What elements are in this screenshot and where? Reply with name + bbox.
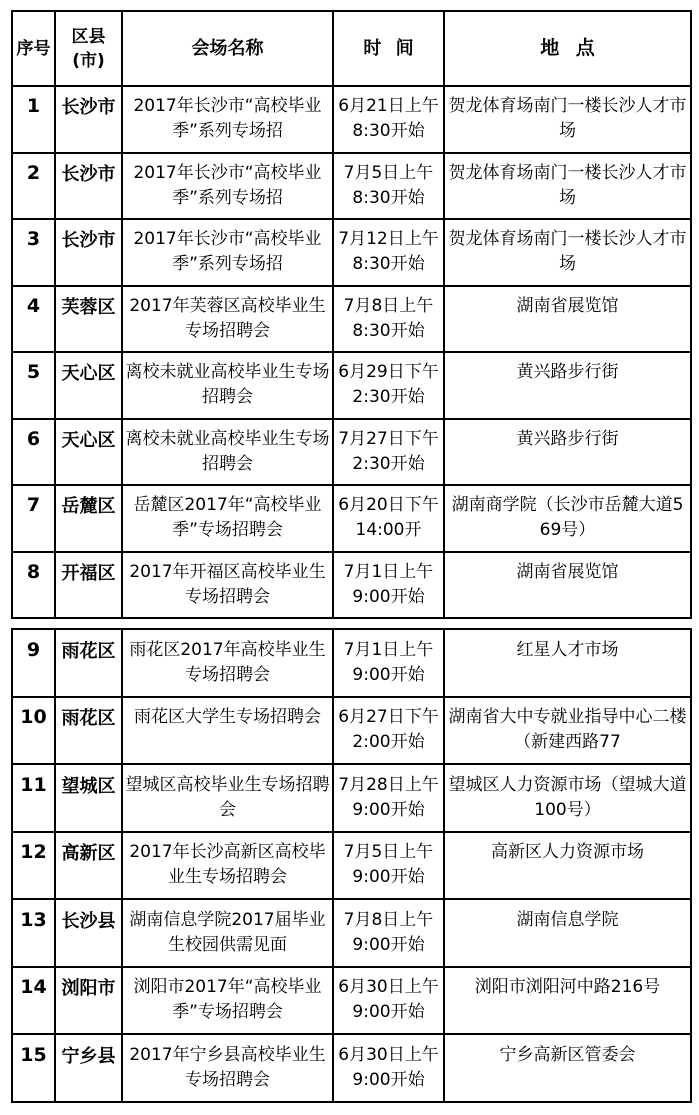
row-district <box>55 286 122 353</box>
row-name <box>122 352 333 419</box>
row-place-text: 湖南省展览馆 <box>516 295 619 316</box>
row-district <box>55 832 122 900</box>
row-district-text: 长沙市 <box>61 230 116 252</box>
row-num <box>12 286 55 353</box>
row-num <box>12 485 55 552</box>
row-district-text: 长沙市 <box>61 97 116 119</box>
table-row <box>12 899 691 967</box>
row-num-text: 11 <box>20 773 47 796</box>
row-name-text: 雨花区2017年高校毕业生专场招聘会 <box>129 639 326 685</box>
row-time <box>333 219 444 286</box>
row-name-text: 雨花区大学生专场招聘会 <box>134 707 321 728</box>
row-place <box>444 899 691 967</box>
table-row <box>12 86 691 153</box>
table-row <box>12 485 691 552</box>
table-row <box>12 219 691 286</box>
row-name-text: 望城区高校毕业生专场招聘会 <box>125 774 330 820</box>
table-row <box>12 764 691 832</box>
row-district-text: 天心区 <box>61 363 116 385</box>
row-district <box>55 899 122 967</box>
row-num <box>12 832 55 900</box>
row-num <box>12 764 55 832</box>
header-time: 时 间 <box>333 11 444 86</box>
row-num-text: 9 <box>26 638 41 661</box>
row-num-text: 1 <box>26 95 41 118</box>
row-place <box>444 552 691 619</box>
row-place <box>444 832 691 900</box>
row-time-text: 6月30日上午9:00开始 <box>338 1044 439 1090</box>
row-place-text: 贺龙体育场南门一楼长沙人才市场 <box>448 96 687 142</box>
row-place-text: 黄兴路步行街 <box>516 428 619 449</box>
row-place-text: 浏阳市浏阳河中路216号 <box>474 977 661 998</box>
row-num-text: 13 <box>20 908 47 931</box>
row-num-text: 7 <box>26 494 41 517</box>
row-place <box>444 697 691 765</box>
row-place-text: 高新区人力资源市场 <box>491 842 644 863</box>
table-row <box>12 552 691 619</box>
row-place-text: 宁乡高新区管委会 <box>499 1044 636 1065</box>
row-num <box>12 86 55 153</box>
row-name-text: 2017年长沙市“高校毕业季”系列专场招 <box>133 162 322 208</box>
row-time <box>333 419 444 486</box>
row-num <box>12 1034 55 1102</box>
row-name-text: 浏阳市2017年“高校毕业季”专场招聘会 <box>133 977 322 1023</box>
row-name-text: 2017年芙蓉区高校毕业生专场招聘会 <box>129 295 326 341</box>
row-num <box>12 153 55 220</box>
row-time <box>333 764 444 832</box>
row-num-text: 3 <box>26 228 41 251</box>
row-time-text: 7月12日上午8:30开始 <box>338 229 439 275</box>
row-time-text: 6月29日下午2:30开始 <box>338 362 439 408</box>
table-row <box>12 419 691 486</box>
row-place <box>444 286 691 353</box>
table-row <box>12 1034 691 1102</box>
table-row <box>12 967 691 1035</box>
row-district <box>55 764 122 832</box>
row-place-text: 湖南信息学院 <box>516 909 619 930</box>
table-row <box>12 153 691 220</box>
row-time <box>333 485 444 552</box>
row-num-text: 15 <box>20 1043 47 1066</box>
row-district <box>55 552 122 619</box>
row-place-text: 红星人才市场 <box>516 639 619 660</box>
row-district-text: 浏阳市 <box>61 978 116 1000</box>
header-place: 地 点 <box>444 11 691 86</box>
table-row <box>12 697 691 765</box>
row-num-text: 8 <box>26 560 41 583</box>
row-name <box>122 1034 333 1102</box>
job-fair-table-part-1 <box>11 10 692 619</box>
row-place-text: 望城区人力资源市场（望城大道100号） <box>448 774 687 820</box>
row-place-text: 湖南商学院（长沙市岳麓大道569号） <box>451 495 684 541</box>
row-place <box>444 352 691 419</box>
row-name <box>122 832 333 900</box>
row-num <box>12 697 55 765</box>
row-num <box>12 629 55 697</box>
row-place-text: 贺龙体育场南门一楼长沙人才市场 <box>448 229 687 275</box>
row-time <box>333 899 444 967</box>
row-district-text: 天心区 <box>61 429 116 451</box>
row-time-text: 7月27日下午2:30开始 <box>338 428 439 474</box>
row-district-text: 岳麓区 <box>61 496 116 518</box>
row-time-text: 6月30日上午9:00开始 <box>338 977 439 1023</box>
row-district <box>55 86 122 153</box>
row-district <box>55 419 122 486</box>
row-name <box>122 967 333 1035</box>
table-row <box>12 286 691 353</box>
row-time <box>333 697 444 765</box>
row-name <box>122 697 333 765</box>
table-row <box>12 352 691 419</box>
row-time <box>333 352 444 419</box>
row-time-text: 7月8日上午9:00开始 <box>343 909 434 955</box>
row-time <box>333 153 444 220</box>
row-time <box>333 286 444 353</box>
row-place-text: 贺龙体育场南门一楼长沙人才市场 <box>448 162 687 208</box>
row-district <box>55 967 122 1035</box>
table-row <box>12 832 691 900</box>
row-time <box>333 86 444 153</box>
row-num-text: 2 <box>26 161 41 184</box>
row-district-text: 望城区 <box>61 775 116 797</box>
row-num <box>12 219 55 286</box>
row-num-text: 10 <box>20 706 47 729</box>
row-place-text: 黄兴路步行街 <box>516 362 619 383</box>
row-name-text: 岳麓区2017年“高校毕业季”专场招聘会 <box>133 495 322 541</box>
row-num-text: 12 <box>20 841 47 864</box>
row-district <box>55 1034 122 1102</box>
row-name <box>122 286 333 353</box>
row-district <box>55 153 122 220</box>
row-time-text: 6月27日下午2:00开始 <box>338 707 439 753</box>
row-name-text: 湖南信息学院2017届毕业生校园供需见面 <box>129 909 326 955</box>
row-district-text: 长沙市 <box>61 163 116 185</box>
row-district-text: 宁乡县 <box>61 1045 116 1067</box>
row-place <box>444 1034 691 1102</box>
row-place <box>444 153 691 220</box>
table-row <box>12 629 691 697</box>
row-district-text: 雨花区 <box>61 708 116 730</box>
row-district <box>55 485 122 552</box>
row-time-text: 7月5日上午8:30开始 <box>343 162 434 208</box>
row-name-text: 2017年长沙市“高校毕业季”系列专场招 <box>133 96 322 142</box>
row-place <box>444 629 691 697</box>
row-name-text: 2017年开福区高校毕业生专场招聘会 <box>129 561 326 607</box>
row-place-text: 湖南省大中专就业指导中心二楼（新建西路77 <box>448 707 687 753</box>
row-name-text: 离校未就业高校毕业生专场招聘会 <box>125 428 330 474</box>
row-district-text: 高新区 <box>61 843 116 865</box>
row-num-text: 6 <box>26 427 41 450</box>
row-time <box>333 629 444 697</box>
header-num: 序号 <box>12 11 55 86</box>
row-name <box>122 552 333 619</box>
job-fair-table-part-2 <box>11 628 692 1103</box>
row-num-text: 4 <box>26 294 41 317</box>
row-num <box>12 352 55 419</box>
row-place <box>444 967 691 1035</box>
row-name <box>122 629 333 697</box>
row-time-text: 7月1日上午9:00开始 <box>343 639 434 685</box>
table-header-row <box>12 11 691 86</box>
row-name-text: 2017年长沙高新区高校毕业生专场招聘会 <box>129 842 326 888</box>
row-name-text: 2017年长沙市“高校毕业季”系列专场招 <box>133 229 322 275</box>
row-time-text: 7月5日上午9:00开始 <box>343 842 434 888</box>
row-num <box>12 899 55 967</box>
row-num <box>12 419 55 486</box>
row-name <box>122 419 333 486</box>
row-place <box>444 485 691 552</box>
row-time <box>333 832 444 900</box>
row-place <box>444 419 691 486</box>
row-district-text: 雨花区 <box>61 640 116 662</box>
row-num <box>12 967 55 1035</box>
row-name <box>122 485 333 552</box>
row-time <box>333 552 444 619</box>
row-time-text: 7月28日上午9:00开始 <box>338 774 439 820</box>
row-district <box>55 697 122 765</box>
header-name: 会场名称 <box>122 11 333 86</box>
row-num-text: 14 <box>20 976 47 999</box>
row-district-text: 芙蓉区 <box>61 296 116 318</box>
row-time-text: 6月21日上午8:30开始 <box>338 96 439 142</box>
row-name <box>122 153 333 220</box>
row-time-text: 7月8日上午8:30开始 <box>343 295 434 341</box>
row-name-text: 离校未就业高校毕业生专场招聘会 <box>125 362 330 408</box>
row-district-text: 长沙县 <box>61 910 116 932</box>
row-place-text: 湖南省展览馆 <box>516 561 619 582</box>
row-num <box>12 552 55 619</box>
row-district <box>55 629 122 697</box>
row-place <box>444 86 691 153</box>
row-place <box>444 764 691 832</box>
row-num-text: 5 <box>26 361 41 384</box>
row-time <box>333 967 444 1035</box>
row-time-text: 6月20日下午14:00开 <box>338 495 439 541</box>
header-district: 区县(市) <box>55 11 122 86</box>
row-time-text: 7月1日上午9:00开始 <box>343 561 434 607</box>
row-name <box>122 219 333 286</box>
row-district <box>55 352 122 419</box>
row-place <box>444 219 691 286</box>
row-name <box>122 764 333 832</box>
row-district-text: 开福区 <box>61 562 116 584</box>
row-name <box>122 86 333 153</box>
row-name <box>122 899 333 967</box>
row-district <box>55 219 122 286</box>
row-time <box>333 1034 444 1102</box>
row-name-text: 2017年宁乡县高校毕业生专场招聘会 <box>129 1044 326 1090</box>
